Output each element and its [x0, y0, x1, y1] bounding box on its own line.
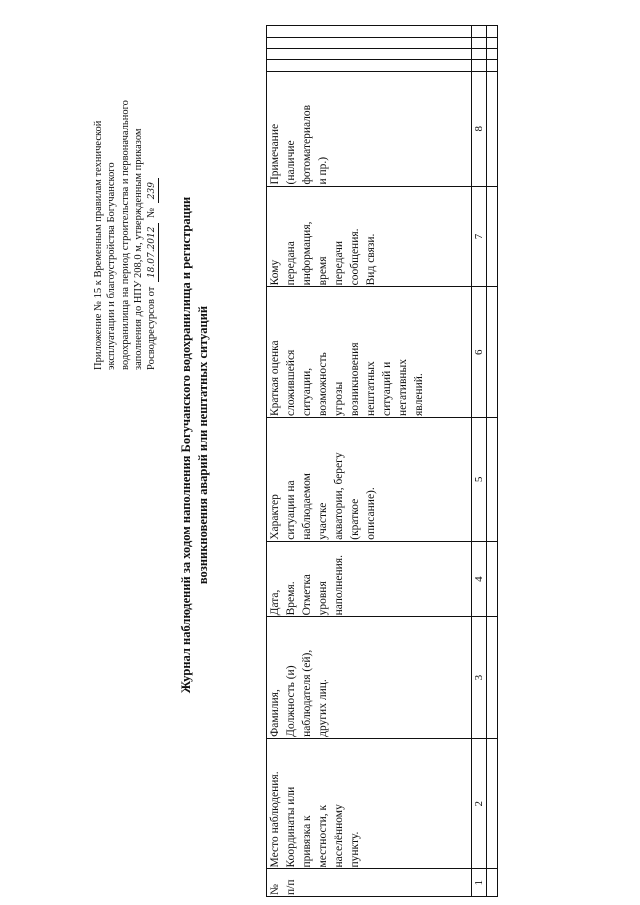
column-number: 3: [472, 617, 487, 738]
header-cell-situation: Характер ситуации на наблюдаемом участке акватории, берегу (краткое описание).: [267, 418, 472, 542]
appendix-note-line: водохранилища на период строительства и первоначального: [119, 100, 131, 370]
empty-cell: [267, 60, 472, 71]
empty-cell: [487, 738, 498, 869]
empty-cell: [487, 49, 498, 60]
empty-cell: [487, 541, 498, 617]
appendix-note-line: заполнения до НПУ 208,0 м, утвержденным приказом: [132, 128, 144, 370]
empty-cell: [472, 60, 487, 71]
empty-cell: [267, 26, 472, 38]
column-number: 8: [472, 71, 487, 186]
empty-cell: [472, 37, 487, 48]
empty-cell: [267, 49, 472, 60]
header-cell-recipient: Кому передана информация, время передачи сообщения. Вид связи.: [267, 186, 472, 287]
empty-cell: [267, 37, 472, 48]
empty-cell: [487, 186, 498, 287]
empty-cell: [487, 60, 498, 71]
appendix-note-line: эксплуатации и благоустройства Богучанского: [106, 162, 118, 370]
appendix-note-order-line: [145, 50, 159, 370]
empty-cell: [487, 71, 498, 186]
empty-cell: [487, 37, 498, 48]
document-title: [178, 95, 212, 795]
appendix-note: [92, 50, 159, 370]
order-from-label: Росводресурсов от: [146, 286, 158, 370]
header-cell-observer: Фамилия, Должность (и) наблюдателя (ей), других лиц.: [267, 617, 472, 738]
empty-cell: [487, 287, 498, 418]
appendix-note-line: Приложение № 15 к Временным правилам технической: [93, 120, 104, 370]
header-cell-number: № п/п: [267, 869, 472, 897]
header-cell-assessment: Краткая оценка сложившейся ситуации, возможность угрозы возникновения нештатных ситуаций и негативных явлений.: [267, 287, 472, 418]
table-header-row: [267, 26, 472, 897]
column-number-row: [472, 26, 487, 897]
journal-table: [266, 25, 498, 897]
empty-table-row: [487, 26, 498, 897]
handwritten-number: 239: [147, 178, 159, 203]
document-title-line-1: Журнал наблюдений за ходом наполнения Богучанского водохранилища и регистрации: [179, 196, 193, 694]
empty-cell: [487, 617, 498, 738]
header-cell-note: Примечание (наличие фотоматериалов и пр.): [267, 71, 472, 186]
column-number: 4: [472, 541, 487, 617]
column-number: 2: [472, 738, 487, 869]
column-number: 7: [472, 186, 487, 287]
empty-cell: [487, 26, 498, 38]
column-number: 5: [472, 418, 487, 542]
header-cell-datetime: Дата, Время. Отметка уровня наполнения.: [267, 541, 472, 617]
order-number-label: №: [146, 207, 158, 218]
column-number: 1: [472, 869, 487, 897]
column-number: 6: [472, 287, 487, 418]
empty-cell: [472, 26, 487, 38]
empty-cell: [487, 869, 498, 897]
header-cell-location: Место наблюдения. Координаты или привязка к местности, к населённому пункту.: [267, 738, 472, 869]
empty-cell: [472, 49, 487, 60]
document-title-line-2: возникновения аварий или нештатных ситуаций: [196, 305, 210, 585]
handwritten-date: 18.07.2012: [147, 223, 159, 283]
empty-cell: [487, 418, 498, 542]
